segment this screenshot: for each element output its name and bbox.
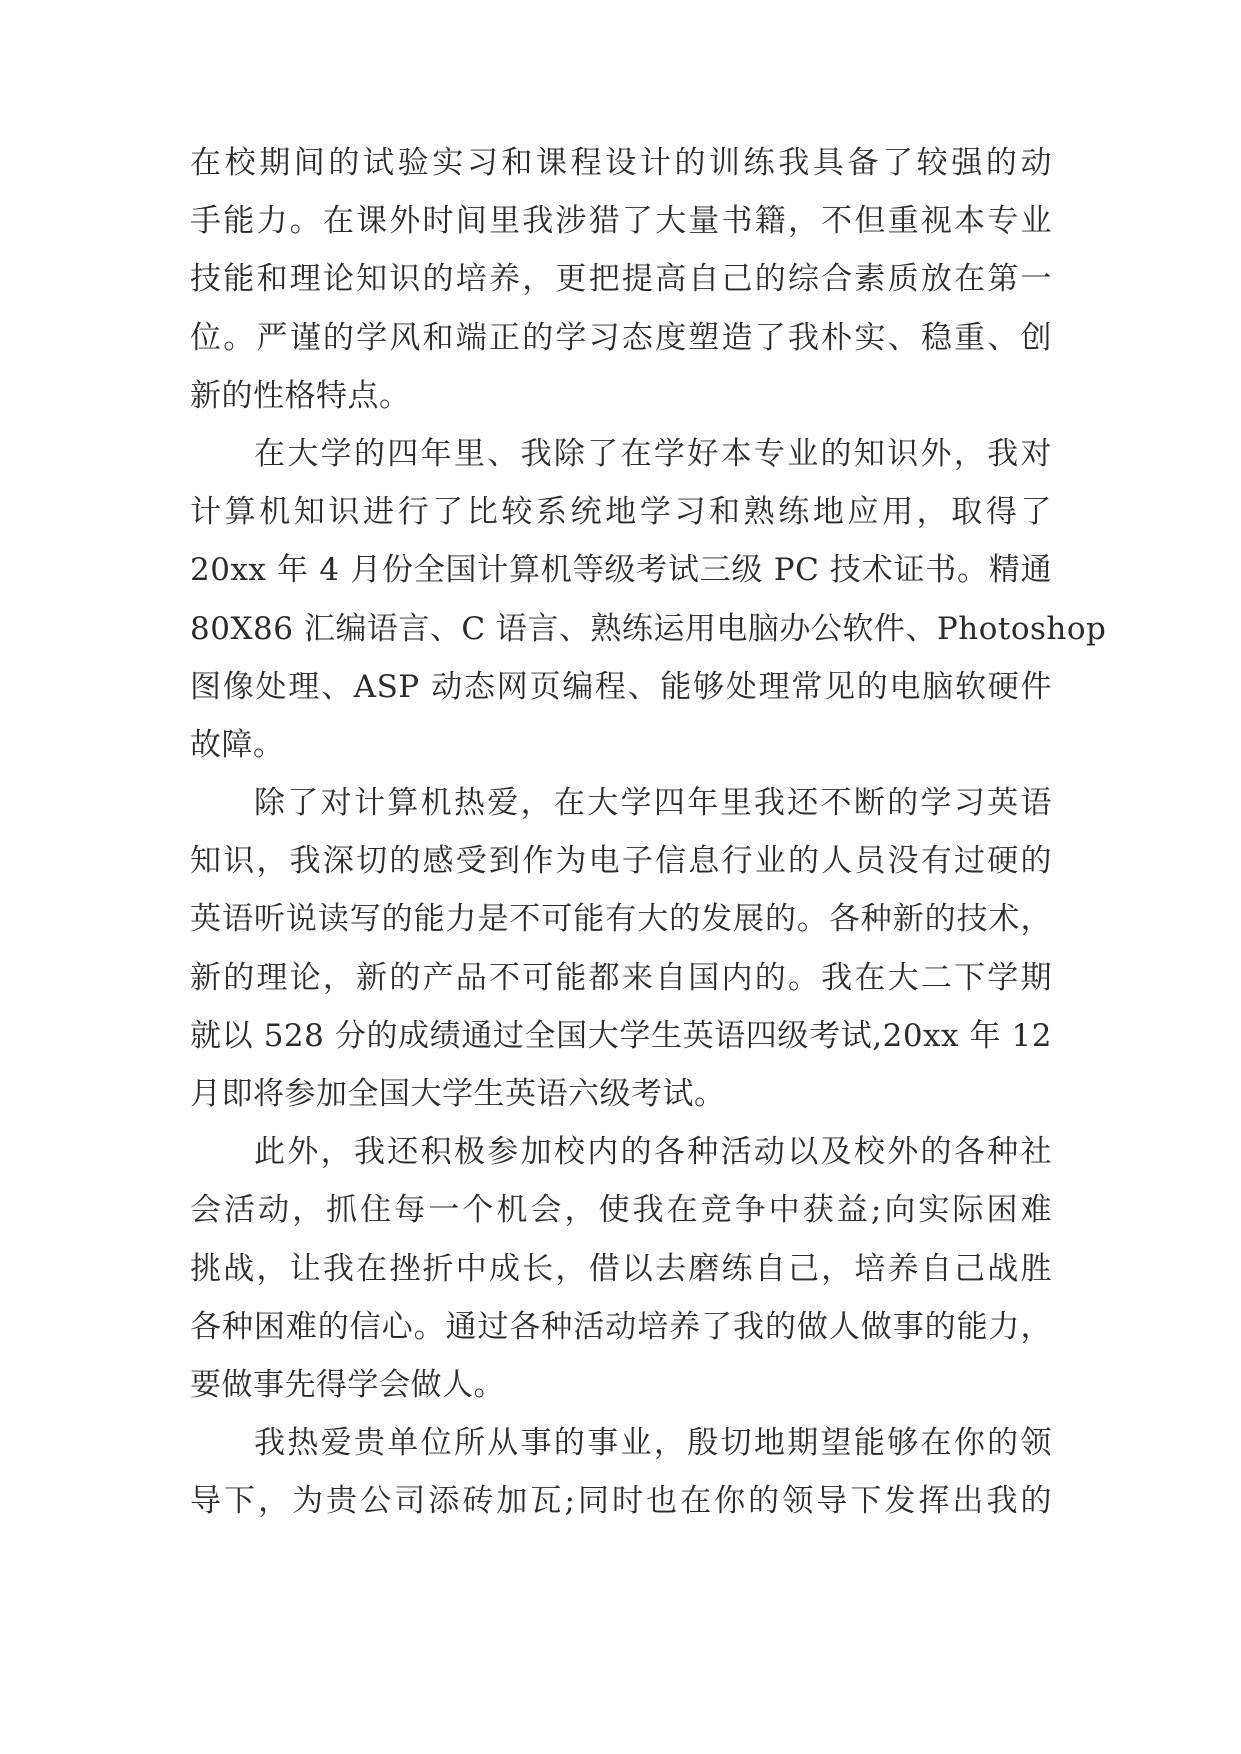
text-line: 此外，我还积极参加校内的各种活动以及校外的各种社 [254, 1134, 1052, 1171]
text-line: 导下，为贵公司添砖加瓦;同时也在你的领导下发挥出我的 [190, 1483, 1052, 1520]
text-line: 计算机知识进行了比较系统地学习和熟练地应用，取得了 [190, 494, 1052, 531]
paragraph-5 [190, 1414, 1052, 1530]
paragraph-3 [190, 774, 1052, 1123]
text-line: 手能力。在课外时间里我涉猎了大量书籍，不但重视本专业 [190, 203, 1052, 240]
text-line: 80X86 汇编语言、C 语言、熟练运用电脑办公软件、Photoshop [190, 610, 1107, 647]
text-line: 会活动，抓住每一个机会，使我在竞争中获益;向实际困难 [190, 1192, 1052, 1229]
text-line: 要做事先得学会做人。 [190, 1366, 505, 1403]
paragraph-1 [190, 134, 1052, 425]
text-line: 图像处理、ASP 动态网页编程、能够处理常见的电脑软硬件 [190, 668, 1052, 705]
text-line: 知识，我深切的感受到作为电子信息行业的人员没有过硬的 [190, 843, 1052, 880]
text-line: 各种困难的信心。通过各种活动培养了我的做人做事的能力， [190, 1308, 1052, 1345]
document-body [190, 134, 1107, 1531]
text-line: 挑战，让我在挫折中成长，借以去磨练自己，培养自己战胜 [190, 1250, 1052, 1287]
text-line: 在校期间的试验实习和课程设计的训练我具备了较强的动 [190, 145, 1052, 181]
paragraph-4 [190, 1123, 1052, 1414]
text-line: 英语听说读写的能力是不可能有大的发展的。各种新的技术， [190, 901, 1052, 938]
text-line: 我热爱贵单位所从事的事业，殷切地期望能够在你的领 [254, 1425, 1052, 1462]
paragraph-2 [190, 425, 1107, 774]
text-line: 除了对计算机热爱，在大学四年里我还不断的学习英语 [254, 785, 1052, 822]
text-line: 月即将参加全国大学生英语六级考试。 [190, 1076, 726, 1112]
text-line: 新的理论，新的产品不可能都来自国内的。我在大二下学期 [190, 959, 1052, 996]
text-line: 位。严谨的学风和端正的学习态度塑造了我朴实、稳重、创 [190, 319, 1052, 356]
text-line: 技能和理论知识的培养，更把提高自己的综合素质放在第一 [190, 261, 1052, 298]
text-line: 20xx 年 4 月份全国计算机等级考试三级 PC 技术证书。精通 [190, 552, 1052, 589]
text-line: 在大学的四年里、我除了在学好本专业的知识外，我对 [254, 435, 1052, 472]
text-line: 故障。 [190, 726, 285, 763]
text-line: 新的性格特点。 [190, 377, 411, 414]
text-line: 就以 528 分的成绩通过全国大学生英语四级考试,20xx 年 12 [190, 1017, 1052, 1054]
